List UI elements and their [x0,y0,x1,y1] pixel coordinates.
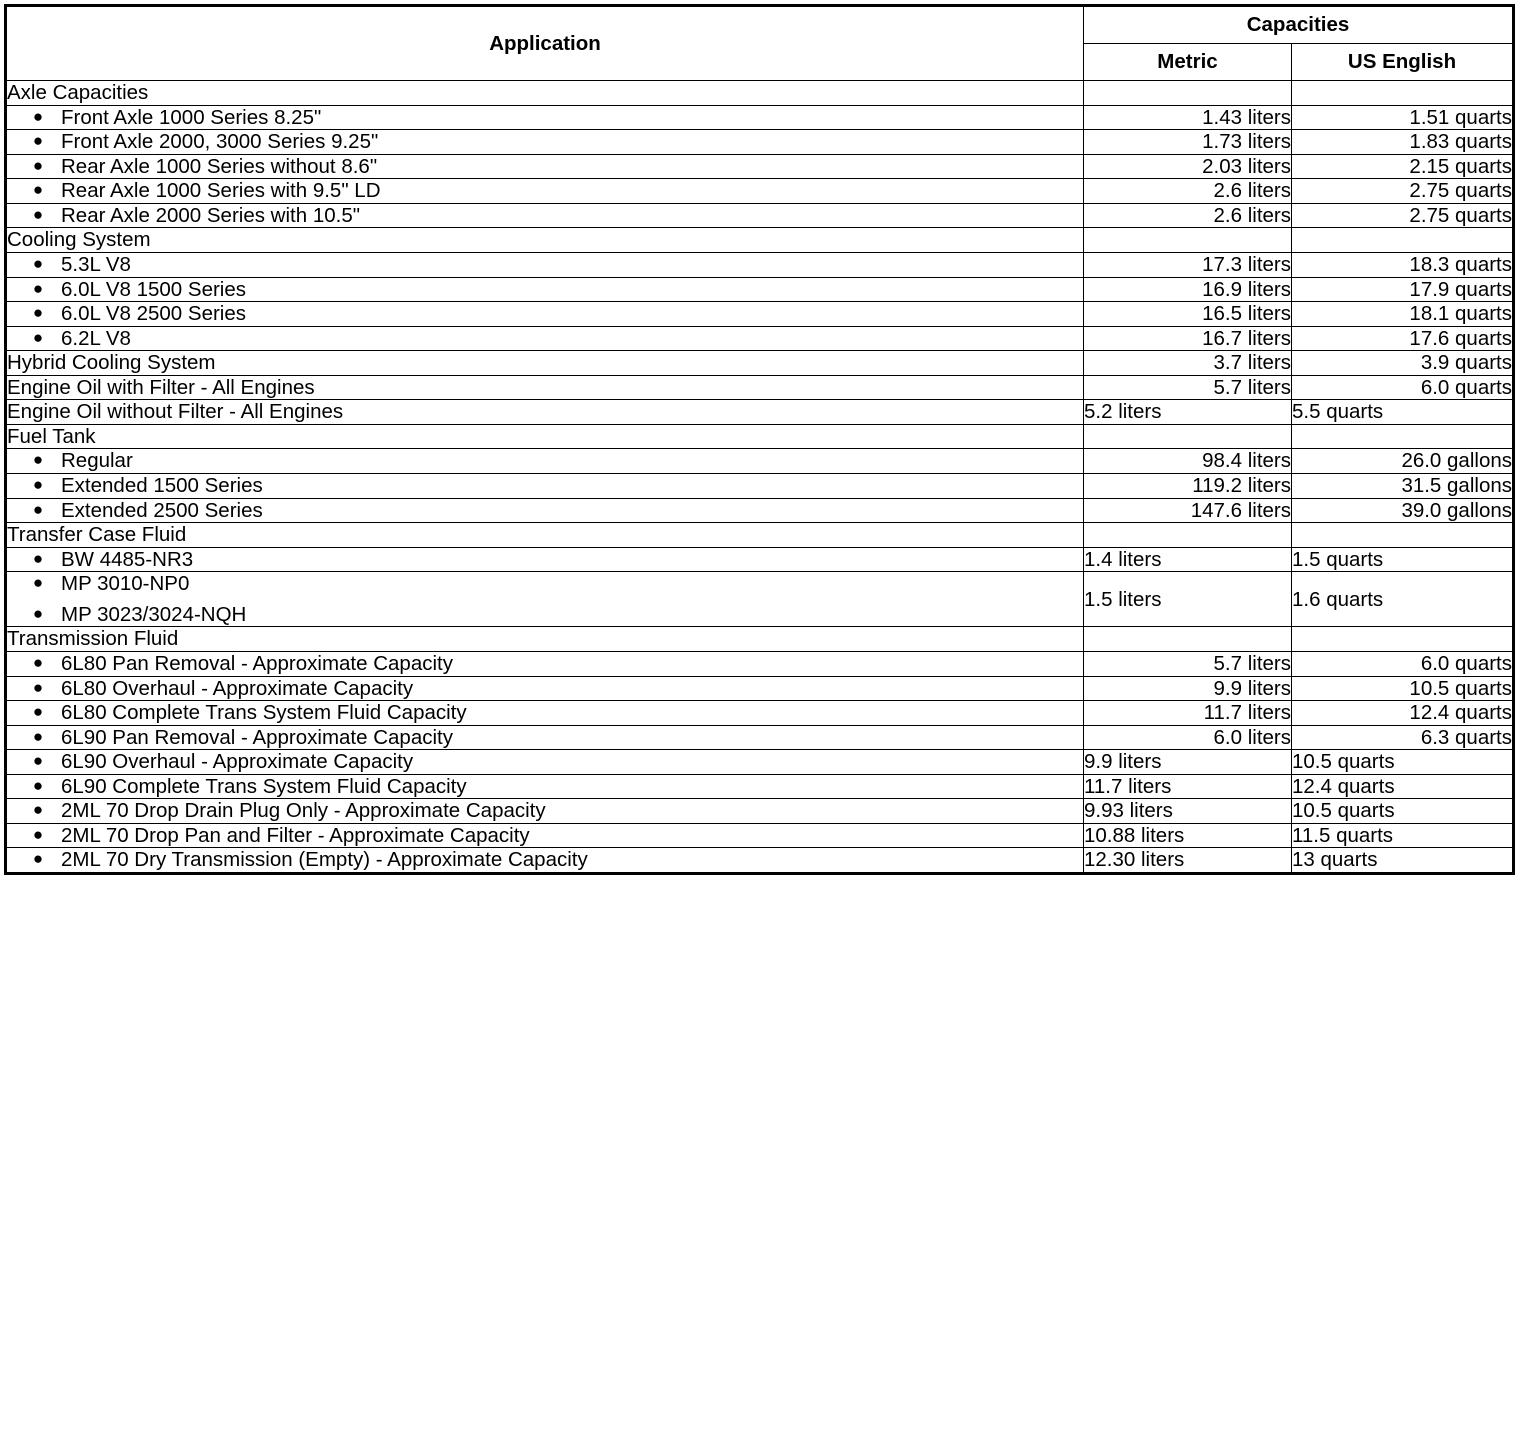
cell-us-english: 6.0 quarts [1292,651,1514,676]
cell-metric: 10.88 liters [1084,823,1292,848]
table-row [6,523,1514,548]
row-label-bulleted [6,326,1084,351]
row-label-text: 6.0L V8 2500 Series [61,302,247,326]
row-label-text: Regular [61,449,133,473]
row-label [6,351,1084,376]
row-label-text: Front Axle 1000 Series 8.25" [61,105,322,129]
table-row [6,572,1514,627]
table-row [6,326,1514,351]
row-label-text: 6L90 Complete Trans System Fluid Capacity [61,774,467,798]
cell-metric: 11.7 liters [1084,774,1292,799]
row-label-text: 6.2L V8 [61,326,131,350]
cell-us-english: 11.5 quarts [1292,823,1514,848]
row-label-text: 2ML 70 Drop Drain Plug Only - Approximate Capacity [61,799,546,823]
bullet-icon: ● [32,180,44,200]
row-label-text: 6.0L V8 1500 Series [61,277,247,301]
cell-metric: 11.7 liters [1084,701,1292,726]
row-label-bulleted [6,547,1084,572]
row-section-label [6,424,1084,449]
cell-metric [1084,424,1292,449]
cell-metric: 2.03 liters [1084,154,1292,179]
row-label-text: Rear Axle 2000 Series with 10.5" [61,203,361,227]
header-capacities: Capacities [1084,6,1514,44]
bullet-icon: ● [32,303,44,323]
bullet-icon: ● [32,278,44,298]
row-label-bulleted [6,449,1084,474]
bullet-icon: ● [32,573,44,593]
cell-metric: 119.2 liters [1084,474,1292,499]
cell-us-english: 3.9 quarts [1292,351,1514,376]
table-row [6,676,1514,701]
table-row [6,651,1514,676]
cell-metric: 5.7 liters [1084,375,1292,400]
cell-us-english: 1.51 quarts [1292,105,1514,130]
bullet-icon: ● [32,253,44,273]
row-label-bulleted [6,252,1084,277]
table-row [6,277,1514,302]
row-label-text: Rear Axle 1000 Series without 8.6" [61,154,378,178]
cell-metric: 1.43 liters [1084,105,1292,130]
row-label-text: Extended 2500 Series [61,498,263,522]
cell-metric: 16.9 liters [1084,277,1292,302]
cell-metric [1084,627,1292,652]
row-label-bulleted [6,572,1084,627]
cell-us-english: 6.3 quarts [1292,725,1514,750]
table-row [6,823,1514,848]
bullet-icon: ● [32,824,44,844]
table-row [6,449,1514,474]
cell-metric: 16.5 liters [1084,302,1292,327]
table-row [6,424,1514,449]
cell-us-english: 13 quarts [1292,848,1514,874]
cell-us-english: 2.75 quarts [1292,179,1514,204]
table-body [6,81,1514,874]
row-label-text: 6L80 Complete Trans System Fluid Capacity [61,701,467,725]
row-label-bulleted [6,154,1084,179]
cell-us-english: 26.0 gallons [1292,449,1514,474]
cell-metric: 98.4 liters [1084,449,1292,474]
row-label-text: 5.3L V8 [61,252,131,276]
bullet-icon: ● [32,726,44,746]
row-label-text: Transmission Fluid [7,627,179,651]
cell-us-english: 12.4 quarts [1292,701,1514,726]
table-row [6,105,1514,130]
bullet-icon: ● [32,131,44,151]
table-row [6,375,1514,400]
cell-us-english [1292,523,1514,548]
row-label-text: Hybrid Cooling System [7,351,216,375]
table-row [6,498,1514,523]
cell-metric: 1.4 liters [1084,547,1292,572]
row-label-bulleted [6,799,1084,824]
bullet-icon: ● [32,327,44,347]
row-label-text: BW 4485-NR3 [61,547,194,571]
bullet-icon: ● [32,450,44,470]
table-row [6,725,1514,750]
row-label-text: 6L90 Overhaul - Approximate Capacity [61,750,414,774]
row-label-text: 6L90 Pan Removal - Approximate Capacity [61,725,453,749]
row-label-bulleted [6,474,1084,499]
row-section-label [6,627,1084,652]
cell-metric: 5.7 liters [1084,651,1292,676]
cell-us-english [1292,81,1514,106]
row-label-text: Axle Capacities [7,81,149,104]
cell-metric: 6.0 liters [1084,725,1292,750]
table-row [6,547,1514,572]
row-section-label [6,228,1084,253]
table-row [6,848,1514,874]
row-label-text: 6L80 Pan Removal - Approximate Capacity [61,651,453,675]
bullet-icon: ● [32,775,44,795]
table-row [6,154,1514,179]
cell-us-english [1292,228,1514,253]
row-label-bulleted [6,203,1084,228]
table-row [6,302,1514,327]
row-label-bulleted [6,750,1084,775]
row-section-label [6,523,1084,548]
cell-metric: 147.6 liters [1084,498,1292,523]
bullet-icon: ● [32,155,44,175]
row-label-text: Cooling System [7,228,151,252]
cell-us-english: 1.6 quarts [1292,572,1514,627]
cell-metric [1084,523,1292,548]
cell-metric: 9.9 liters [1084,676,1292,701]
header-row-top [6,6,1514,44]
table-header [6,6,1514,81]
cell-us-english: 31.5 gallons [1292,474,1514,499]
cell-us-english: 10.5 quarts [1292,750,1514,775]
cell-metric: 2.6 liters [1084,179,1292,204]
bullet-icon: ● [32,499,44,519]
cell-metric: 16.7 liters [1084,326,1292,351]
cell-us-english: 17.9 quarts [1292,277,1514,302]
capacities-table [4,4,1515,875]
row-label-bulleted [6,701,1084,726]
table-row [6,701,1514,726]
table-row [6,750,1514,775]
header-application: Application [6,6,1084,81]
table-row [6,179,1514,204]
table-row [6,252,1514,277]
cell-us-english [1292,424,1514,449]
cell-us-english [1292,627,1514,652]
bullet-icon: ● [32,204,44,224]
cell-metric: 1.5 liters [1084,572,1292,627]
cell-us-english: 17.6 quarts [1292,326,1514,351]
row-label-text: Fuel Tank [7,424,96,448]
cell-us-english: 10.5 quarts [1292,799,1514,824]
cell-us-english: 39.0 gallons [1292,498,1514,523]
table-row [6,203,1514,228]
row-label-bulleted [6,498,1084,523]
cell-us-english: 12.4 quarts [1292,774,1514,799]
row-label-text: MP 3010-NP0 [61,572,190,596]
row-label-text: Extended 1500 Series [61,474,263,497]
row-label-text: Rear Axle 1000 Series with 9.5" LD [61,179,381,203]
row-label [6,400,1084,425]
cell-us-english: 1.5 quarts [1292,547,1514,572]
table-row [6,799,1514,824]
bullet-icon: ● [32,548,44,568]
table-row [6,627,1514,652]
cell-metric [1084,81,1292,106]
cell-us-english: 5.5 quarts [1292,400,1514,425]
row-label-bulleted [6,848,1084,874]
row-label-text: Transfer Case Fluid [7,523,187,547]
bullet-icon: ● [32,702,44,722]
bullet-icon: ● [32,475,44,494]
row-label-text: 2ML 70 Dry Transmission (Empty) - Approximate Capacity [61,848,588,872]
cell-metric: 9.93 liters [1084,799,1292,824]
cell-us-english: 18.1 quarts [1292,302,1514,327]
table-row [6,400,1514,425]
row-label-text: Engine Oil without Filter - All Engines [7,400,344,424]
row-label-bulleted [6,277,1084,302]
cell-us-english: 10.5 quarts [1292,676,1514,701]
header-us-english: US English [1292,44,1514,81]
bullet-icon: ● [32,603,44,623]
table-row [6,130,1514,155]
table-row [6,774,1514,799]
cell-metric: 12.30 liters [1084,848,1292,874]
row-label-bulleted [6,651,1084,676]
cell-metric: 1.73 liters [1084,130,1292,155]
row-label-bulleted [6,302,1084,327]
bullet-icon: ● [32,849,44,869]
cell-us-english: 2.75 quarts [1292,203,1514,228]
row-label-bulleted [6,725,1084,750]
row-label-text: Engine Oil with Filter - All Engines [7,375,315,399]
row-label-bulleted [6,774,1084,799]
row-label-bulleted [6,179,1084,204]
bullet-icon: ● [32,677,44,697]
cell-metric: 9.9 liters [1084,750,1292,775]
table-row [6,81,1514,106]
row-label-text: 2ML 70 Drop Pan and Filter - Approximate Capacity [61,823,530,847]
bullet-icon: ● [32,106,44,126]
row-label-text: MP 3023/3024-NQH [61,602,247,626]
row-label-bulleted [6,823,1084,848]
cell-metric: 17.3 liters [1084,252,1292,277]
cell-metric: 3.7 liters [1084,351,1292,376]
bullet-icon: ● [32,751,44,771]
row-label [6,375,1084,400]
table-row [6,228,1514,253]
cell-us-english: 1.83 quarts [1292,130,1514,155]
row-section-label [6,81,1084,106]
row-label-text: 6L80 Overhaul - Approximate Capacity [61,676,414,700]
bullet-icon: ● [32,652,44,672]
cell-us-english: 6.0 quarts [1292,375,1514,400]
row-label-text: Front Axle 2000, 3000 Series 9.25" [61,130,379,154]
row-label-bulleted [6,676,1084,701]
row-label-bulleted [6,105,1084,130]
cell-metric: 5.2 liters [1084,400,1292,425]
cell-us-english: 18.3 quarts [1292,252,1514,277]
header-metric: Metric [1084,44,1292,81]
cell-us-english: 2.15 quarts [1292,154,1514,179]
table-row [6,351,1514,376]
row-label-bulleted [6,130,1084,155]
table-row [6,474,1514,499]
cell-metric: 2.6 liters [1084,203,1292,228]
bullet-icon: ● [32,800,44,820]
cell-metric [1084,228,1292,253]
